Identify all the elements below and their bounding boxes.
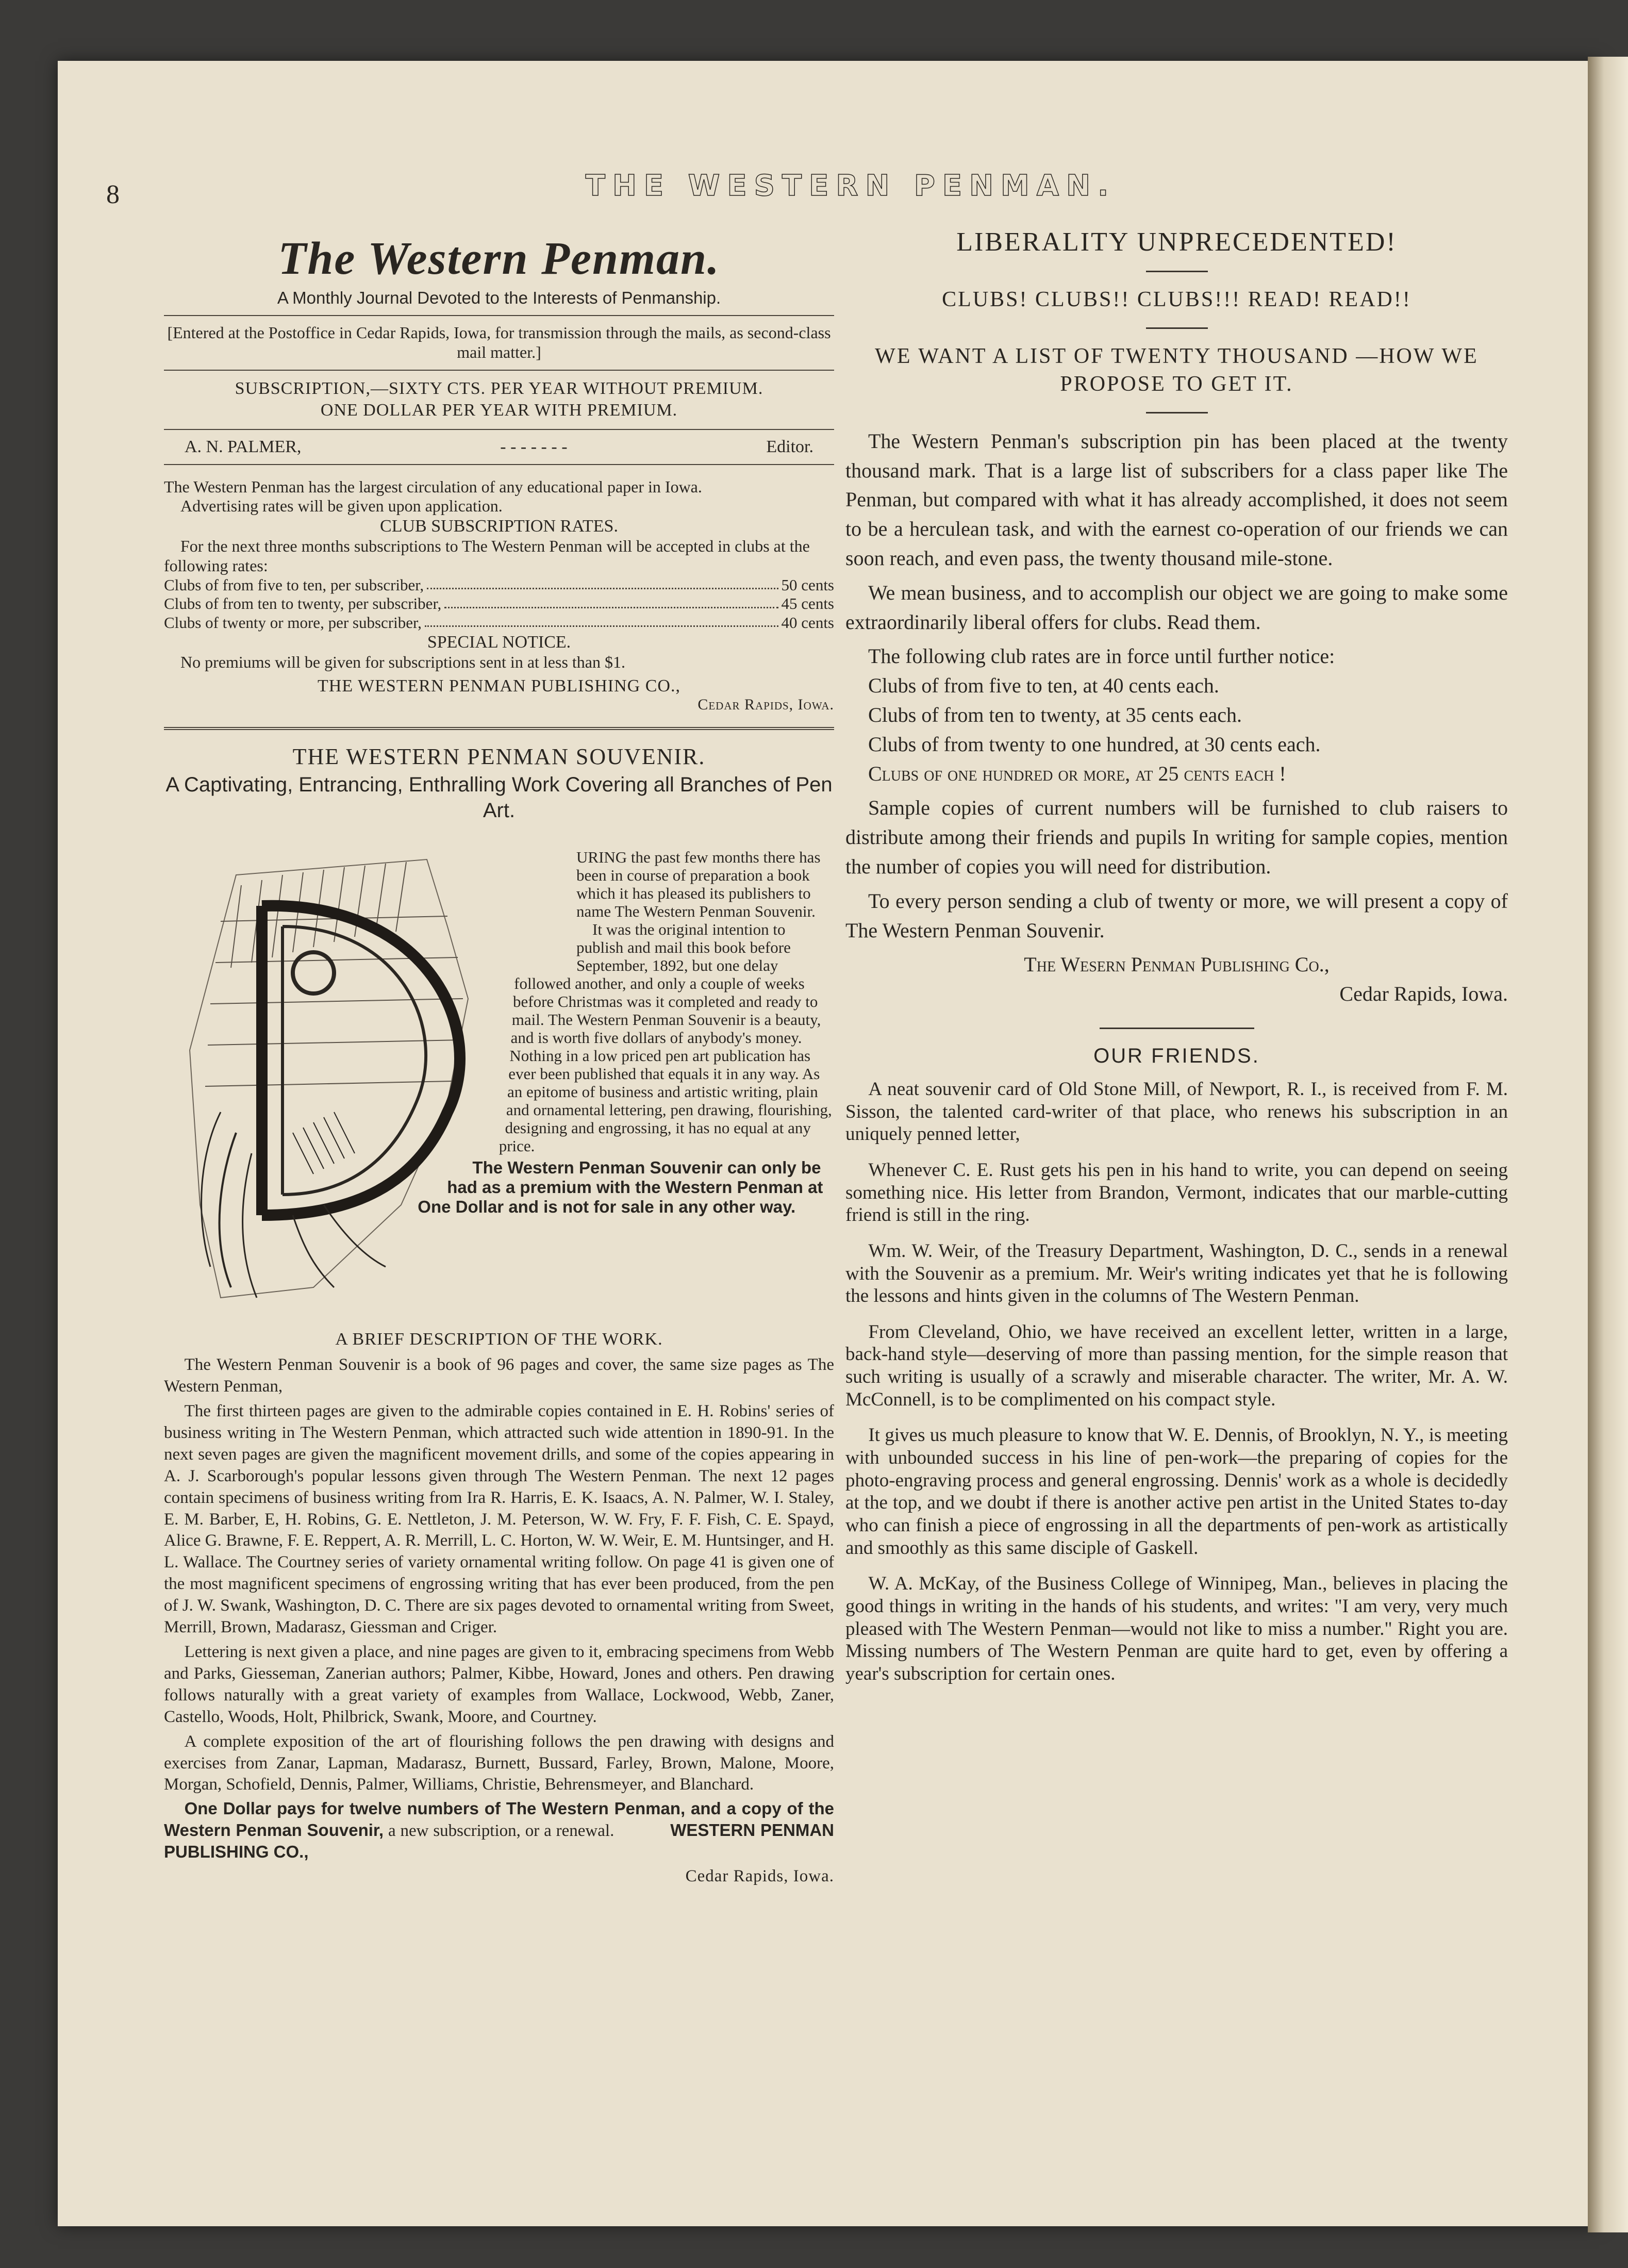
- brief-description-heading: A BRIEF DESCRIPTION OF THE WORK.: [335, 1330, 663, 1349]
- rates-list: [164, 576, 834, 633]
- clubs-line: CLUBS! CLUBS!! CLUBS!!! READ! READ!!: [942, 288, 1411, 311]
- divider: [164, 464, 834, 465]
- club-rate-line: Clubs of from twenty to one hundred, at 30 cents each.: [868, 732, 1321, 756]
- club-rates-list: [845, 671, 1508, 788]
- subscription-line-2: ONE DOLLAR PER YEAR WITH PREMIUM.: [320, 401, 678, 420]
- page-number: 8: [106, 180, 120, 209]
- publisher-city: Cedar Rapids, Iowa.: [697, 696, 834, 714]
- short-divider: [1100, 1028, 1254, 1029]
- liberality-paragraph: We mean business, and to accomplish our object we are going to make some extraordinarily liberal offers for clubs. Read them.: [845, 581, 1508, 634]
- friends-paragraph: A neat souvenir card of Old Stone Mill, of Newport, R. I., is received from F. M. Sisson, the talented card-writer of that place, who renews his subscription in an uniquely penned letter,: [845, 1078, 1508, 1145]
- signature-city: Cedar Rapids, Iowa.: [1339, 982, 1508, 1006]
- double-divider: [164, 727, 834, 730]
- liberality-paragraph: The following club rates are in force until further notice:: [868, 644, 1335, 668]
- friends-paragraph: From Cleveland, Ohio, we have received an excellent letter, written in a large, back-hand style—deserving of more than passing mention, for the simple reason that such writing is usually of a scrawly and miserable character. The writer, Mr. A. W. McConnell, is to be complimented on his compact style.: [845, 1321, 1508, 1410]
- souvenir-subheading: A Captivating, Entrancing, Enthralling Work Covering all Branches of Pen Art.: [165, 773, 833, 822]
- editor-dashes: - - - - - - -: [500, 437, 568, 456]
- advertising-note: Advertising rates will be given upon application.: [180, 496, 503, 516]
- souvenir-heading: THE WESTERN PENMAN SOUVENIR.: [292, 744, 706, 770]
- rate-row: Clubs of twenty or more, per subscriber, 40 cents: [164, 613, 834, 632]
- friends-paragraph: It gives us much pleasure to know that W. E. Dennis, of Brooklyn, N. Y., is meeting with unbounded success in his line of pen-work—the preparing of copies for the photo-engraving process and general engrossing. Dennis' work as a whole is decidedly at the top, and we doubt if there is another active pen artist in the United States to-day who can finish a piece of engrossing in all the departments of pen-work as artistically and smoothly as this same disciple of Gaskell.: [845, 1425, 1508, 1559]
- brief-paragraph: Lettering is next given a place, and nine pages are given to it, embracing specimens from Webb and Parks, Giesseman, Zanerian authors; Palmer, Kibbe, Howard, Jones and others. Pen drawing follows naturally with a great variety of examples from Wallace, Lockwood, Webb, Zaner, Castello, Woods, Holt, Philbrick, Swank, Moore, and Courtney.: [164, 1642, 834, 1726]
- souvenir-paragraph-2: It was the original intention to publish and mail this book before September, 1892, but one delay followed another, and only a couple of weeks before Christmas was it completed and ready to mail. The Western Penman Souvenir is a beauty, and is worth five dollars of anybody's money. Nothing in a low priced pen art publication has ever been published that equals it in any way. As an epitome of business and artistic writing, plain and ornamental lettering, pen drawing, flourishing, designing and engrossing, it has no equal at any price.: [499, 920, 832, 1155]
- liberality-paragraph: Sample copies of current numbers will be furnished to club raisers to distribute among their friends and pupils In writing for sample copies, mention the number of copies you will need for distribution.: [845, 796, 1508, 878]
- divider: [164, 429, 834, 430]
- right-column: [845, 227, 1508, 1699]
- journal-subtitle: A Monthly Journal Devoted to the Interests of Penmanship.: [277, 288, 721, 307]
- brief-paragraph: The Western Penman Souvenir is a book of 96 pages and cover, the same size pages as The Western Penman,: [164, 1355, 834, 1396]
- friends-paragraph: Wm. W. Weir, of the Treasury Department, Washington, D. C., sends in a renewal with the Souvenir as a premium. Mr. Weir's writing indicates yet that he is following the lessons and hints given in the columns of The Western Penman.: [845, 1240, 1508, 1307]
- special-notice-heading: SPECIAL NOTICE.: [427, 633, 571, 652]
- liberality-heading: LIBERALITY UNPRECEDENTED!: [956, 227, 1397, 257]
- entered-notice: [Entered at the Postoffice in Cedar Rapids, Iowa, for transmission through the mails, as second-class mail matter.]: [167, 323, 831, 361]
- divider: [164, 315, 834, 316]
- ornamental-drop-cap-d-icon: [159, 844, 514, 1308]
- circulation-note: The Western Penman has the largest circulation of any educational paper in Iowa.: [164, 477, 702, 496]
- short-divider: [1146, 327, 1208, 329]
- short-divider: [1146, 412, 1208, 413]
- friends-paragraph: W. A. McKay, of the Business College of Winnipeg, Man., believes in placing the good things in writing in the hands of his students, and writes: "I am very, very much pleased with The Western Penman—would not like to miss a number." Right you are. Missing numbers of The Western Penman are quite hard to get, even by offering a year's subscription for certain ones.: [845, 1573, 1508, 1685]
- adjacent-page-edge: [1588, 57, 1628, 2232]
- short-divider: [1146, 271, 1208, 272]
- rate-row: Clubs of from five to ten, per subscriber, 50 cents: [164, 575, 834, 594]
- club-intro: For the next three months subscriptions to The Western Penman will be accepted in clubs at the following rates:: [164, 537, 810, 575]
- special-notice: No premiums will be given for subscriptions sent in at less than $1.: [180, 653, 625, 672]
- club-rate-line: Clubs of from five to ten, at 40 cents each.: [868, 674, 1219, 698]
- masthead: THE WESTERN PENMAN.: [585, 169, 1116, 203]
- souvenir-article: [164, 844, 834, 1318]
- editor-line: [164, 437, 834, 457]
- want-line: WE WANT A LIST OF TWENTY THOUSAND —HOW WE PROPOSE TO GET IT.: [875, 344, 1479, 396]
- signature-publisher: The Wesern Penman Publishing Co.,: [1024, 953, 1330, 976]
- liberality-paragraph: To every person sending a club of twenty or more, we will present a copy of The Western Penman Souvenir.: [845, 889, 1508, 942]
- club-rate-line: Clubs of one hundred or more, at 25 cents each !: [868, 761, 1286, 785]
- publisher-name: THE WESTERN PENMAN PUBLISHING CO.,: [318, 676, 680, 696]
- offer-paragraph: One Dollar pays for twelve numbers of The Western Penman, and a copy of the Western Penman Souvenir, a new subscription, or a renewal. WESTERN PENMAN PUBLISHING CO.,: [164, 1799, 834, 1862]
- rate-row: Clubs of from ten to twenty, per subscriber, 45 cents: [164, 594, 834, 613]
- club-rates-heading: CLUB SUBSCRIPTION RATES.: [380, 517, 618, 536]
- journal-title: The Western Penman.: [278, 233, 720, 284]
- club-rate-line: Clubs of from ten to twenty, at 35 cents each.: [868, 703, 1242, 726]
- divider: [164, 370, 834, 371]
- brief-paragraph: The first thirteen pages are given to the admirable copies contained in E. H. Robins' series of business writing in The Western Penman, which attracted such wide attention in 1890-91. In the next seven pages are given the magnificent movement drills, and some of the copies appearing in A. J. Scarborough's popular lessons given through The Western Penman. The next 12 pages contain specimens of business writing from Ira R. Harris, E. K. Isaacs, A. N. Palmer, W. I. Staley, E. M. Barber, E, H. Robins, G. E. Nettleton, J. M. Peterson, W. W. Fry, F. F. Fish, C. E. Spayd, Alice G. Brawne, F. E. Reppert, A. R. Merrill, L. C. Horton, W. W. Weir, E. M. Huntsinger, and H. L. Wallace. The Courtney series of variety ornamental writing follow. On page 41 is given one of the most magnificent specimens of engrossing writing that has ever been produced, from the pen of J. W. Swank, Washington, D. C. There are six pages devoted to ornamental writing from Sweet, Merrill, Brown, Madarasz, Giessman and Criger.: [164, 1402, 834, 1637]
- souvenir-premium-note: The Western Penman Souvenir can only be had as a premium with the Western Penman at One Dollar and is not for sale in any other way.: [418, 1158, 823, 1217]
- editor-name: A. N. PALMER,: [185, 437, 302, 456]
- editor-role: Editor.: [766, 437, 813, 456]
- liberality-paragraph: The Western Penman's subscription pin has been placed at the twenty thousand mark. That is a large list of subscribers for a class paper like The Penman, but compared with what it has already accomplished, it does not seem to be a herculean task, and with the earnest co-operation of our friends we can soon reach, and even pass, the twenty thousand mile-stone.: [845, 429, 1508, 570]
- friends-paragraph: Whenever C. E. Rust gets his pen in his hand to write, you can depend on seeing something nice. His letter from Brandon, Vermont, indicates that our marble-cutting friend is still in the ring.: [845, 1159, 1508, 1226]
- left-column: [164, 232, 834, 1886]
- brief-paragraph: A complete exposition of the art of flourishing follows the pen drawing with designs and exercises from Zanar, Lapman, Madarasz, Burnett, Bussard, Farley, Brown, Malone, Moore, Morgan, Schofield, Dennis, Palmer, Williams, Christie, Behrensmeyer, and Blanchard.: [164, 1732, 834, 1794]
- subscription-line-1: SUBSCRIPTION,—SIXTY CTS. PER YEAR WITHOUT PREMIUM.: [235, 378, 763, 398]
- offer-city: Cedar Rapids, Iowa.: [685, 1867, 834, 1886]
- our-friends-heading: OUR FRIENDS.: [1093, 1044, 1260, 1067]
- souvenir-paragraph-1: URING the past few months there has been in course of preparation a book which it has pleased its publishers to name The Western Penman Souvenir.: [576, 848, 821, 921]
